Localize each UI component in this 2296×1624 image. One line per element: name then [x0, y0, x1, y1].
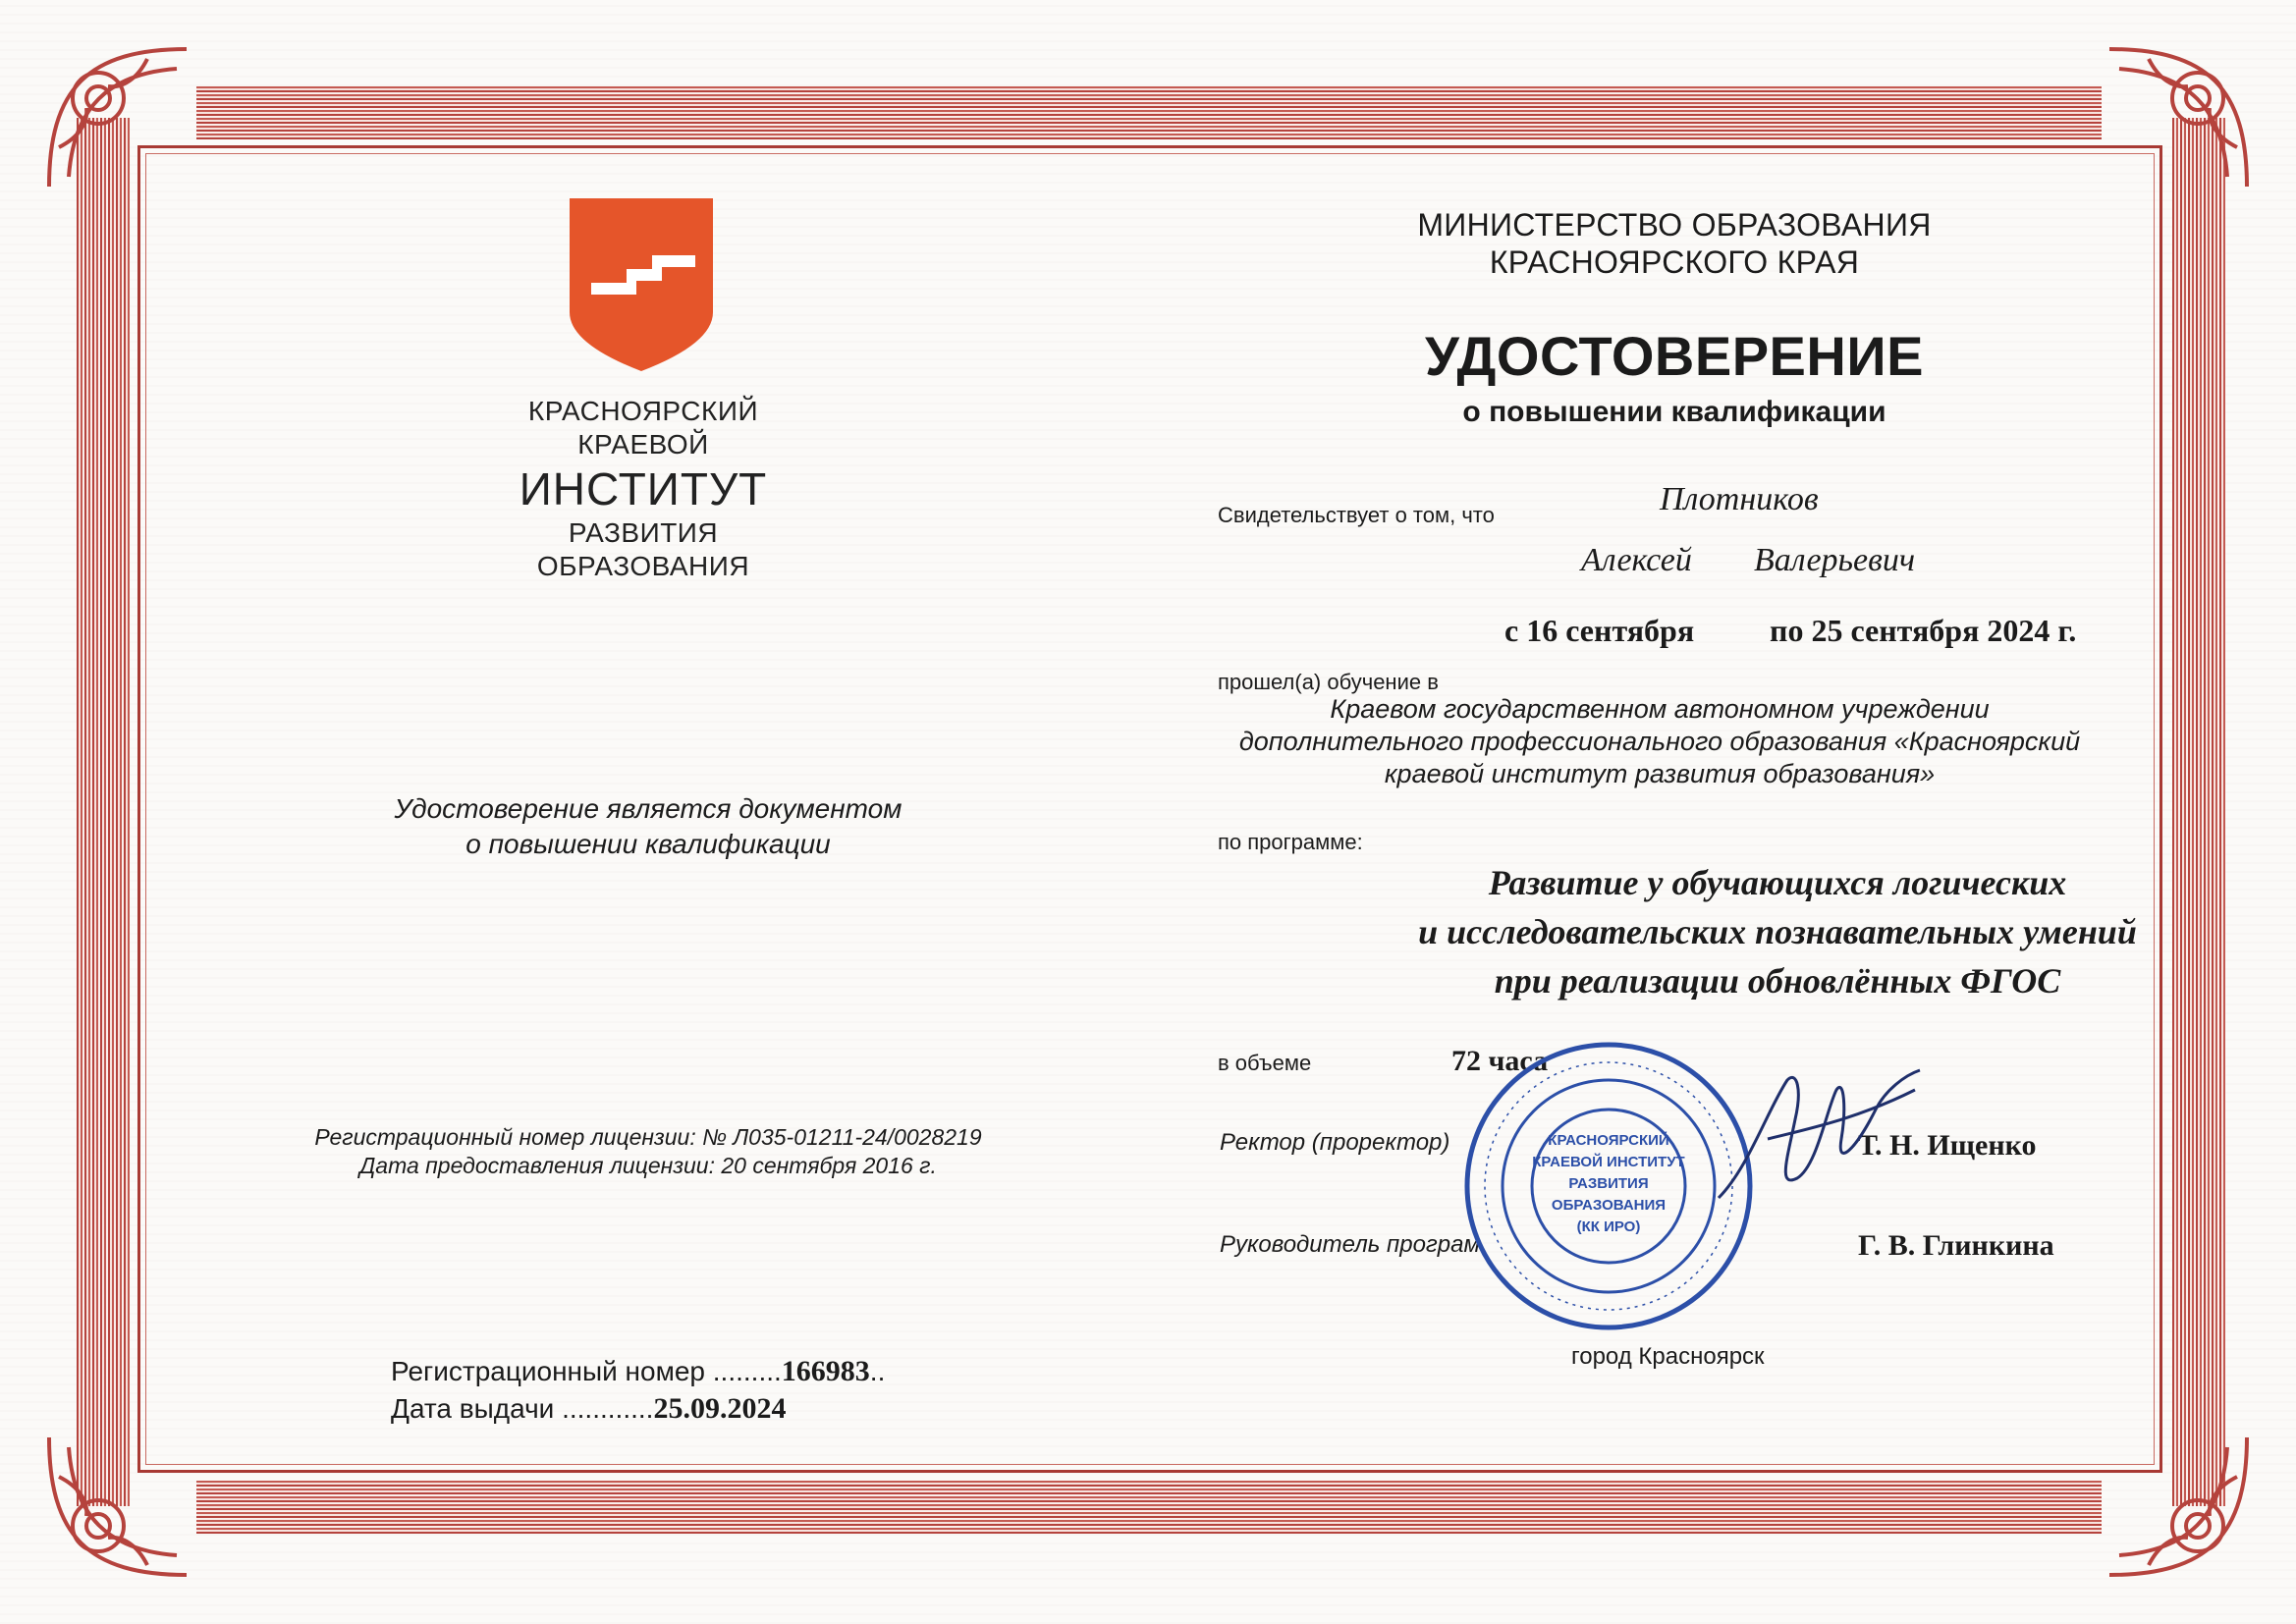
organization-line: краевой институт развития образования» — [1384, 759, 1936, 788]
registration-number-tail: .. — [869, 1356, 886, 1386]
institute-name-line: КРАЕВОЙ — [577, 429, 709, 460]
document-subtitle: о повышении квалификации — [1462, 396, 1886, 428]
institute-name-line: ИНСТИТУТ — [519, 463, 768, 514]
issue-date-label: Дата выдачи ............ — [391, 1393, 654, 1424]
document-note — [295, 791, 1002, 862]
seal-text-line: КРАЕВОЙ ИНСТИТУТ — [1532, 1154, 1685, 1170]
ornamental-border-right — [2172, 118, 2225, 1506]
seal-text-line: ОБРАЗОВАНИЯ — [1551, 1197, 1667, 1214]
corner-ornament-icon — [2090, 29, 2267, 206]
ornamental-border-top — [196, 86, 2102, 139]
holder-patronymic: Валерьевич — [1754, 542, 1916, 578]
institute-name-line: КРАСНОЯРСКИЙ — [527, 396, 759, 426]
institute-name-line: ОБРАЗОВАНИЯ — [536, 551, 750, 581]
holder-first-name: Алексей — [1581, 542, 1692, 578]
license-number: Регистрационный номер лицензии: № Л035-01211-24/0028219 — [314, 1124, 982, 1150]
institute-name-line: РАЗВИТИЯ — [568, 517, 719, 548]
organization-name — [1208, 693, 2111, 790]
ornamental-border-bottom — [196, 1481, 2102, 1534]
issue-date-row — [391, 1390, 885, 1428]
rector-name: Т. Н. Ищенко — [1858, 1129, 2037, 1162]
city-label: город Красноярск — [1571, 1343, 1765, 1370]
holder-surname: Плотников — [1660, 481, 1819, 517]
program-head-name: Г. В. Глинкина — [1858, 1229, 2054, 1262]
signature-icon — [1709, 1051, 1925, 1227]
program-line: и исследовательских познавательных умений — [1418, 912, 2137, 951]
date-to: по 25 сентября 2024 г. — [1770, 613, 2077, 648]
organization-line: Краевом государственном автономном учреждении — [1330, 694, 1990, 724]
program-head-label: Руководитель програм — [1220, 1231, 1480, 1258]
organization-line: дополнительного профессионального образования «Красноярский — [1238, 727, 2081, 756]
ministry-line: МИНИСТЕРСТВО ОБРАЗОВАНИЯ — [1417, 207, 1932, 243]
institute-logo-icon — [568, 196, 715, 373]
program-line: при реализации обновлённых ФГОС — [1494, 961, 2061, 1001]
corner-ornament-icon — [29, 29, 206, 206]
seal-text-line: (КК ИРО) — [1576, 1218, 1641, 1235]
corner-ornament-icon — [2090, 1418, 2267, 1595]
trained-label: прошел(а) обучение в — [1218, 670, 1439, 694]
registration-number-row — [391, 1353, 885, 1390]
corner-ornament-icon — [29, 1418, 206, 1595]
seal-text-line: КРАСНОЯРСКИЙ — [1548, 1132, 1669, 1149]
document-note-line: о повышении квалификации — [465, 829, 831, 859]
certifies-label: Свидетельствует о том, что — [1218, 503, 1495, 527]
registration-number-label: Регистрационный номер ......... — [391, 1356, 782, 1386]
seal-text-line: РАЗВИТИЯ — [1568, 1175, 1649, 1192]
license-info — [216, 1123, 1080, 1180]
program-label: по программе: — [1218, 830, 1363, 854]
document-title: УДОСТОВЕРЕНИЕ — [1425, 325, 1924, 387]
ministry-header — [1336, 206, 2013, 281]
registration-block — [391, 1353, 885, 1428]
issue-date-value: 25.09.2024 — [653, 1392, 787, 1425]
registration-number-value: 166983 — [781, 1355, 870, 1387]
volume-label: в объеме — [1218, 1051, 1312, 1075]
volume-value: 72 часа — [1451, 1045, 1549, 1077]
institute-name — [432, 395, 854, 583]
ministry-line: КРАСНОЯРСКОГО КРАЯ — [1489, 244, 1860, 280]
rector-label: Ректор (проректор) — [1220, 1129, 1450, 1156]
ornamental-border-left — [77, 118, 130, 1506]
date-from: с 16 сентября — [1504, 613, 1695, 648]
program-title — [1355, 858, 2200, 1005]
document-note-line: Удостоверение является документом — [394, 793, 902, 824]
program-line: Развитие у обучающихся логических — [1488, 863, 2067, 902]
license-date: Дата предоставления лицензии: 20 сентября 2016 г. — [359, 1153, 937, 1178]
